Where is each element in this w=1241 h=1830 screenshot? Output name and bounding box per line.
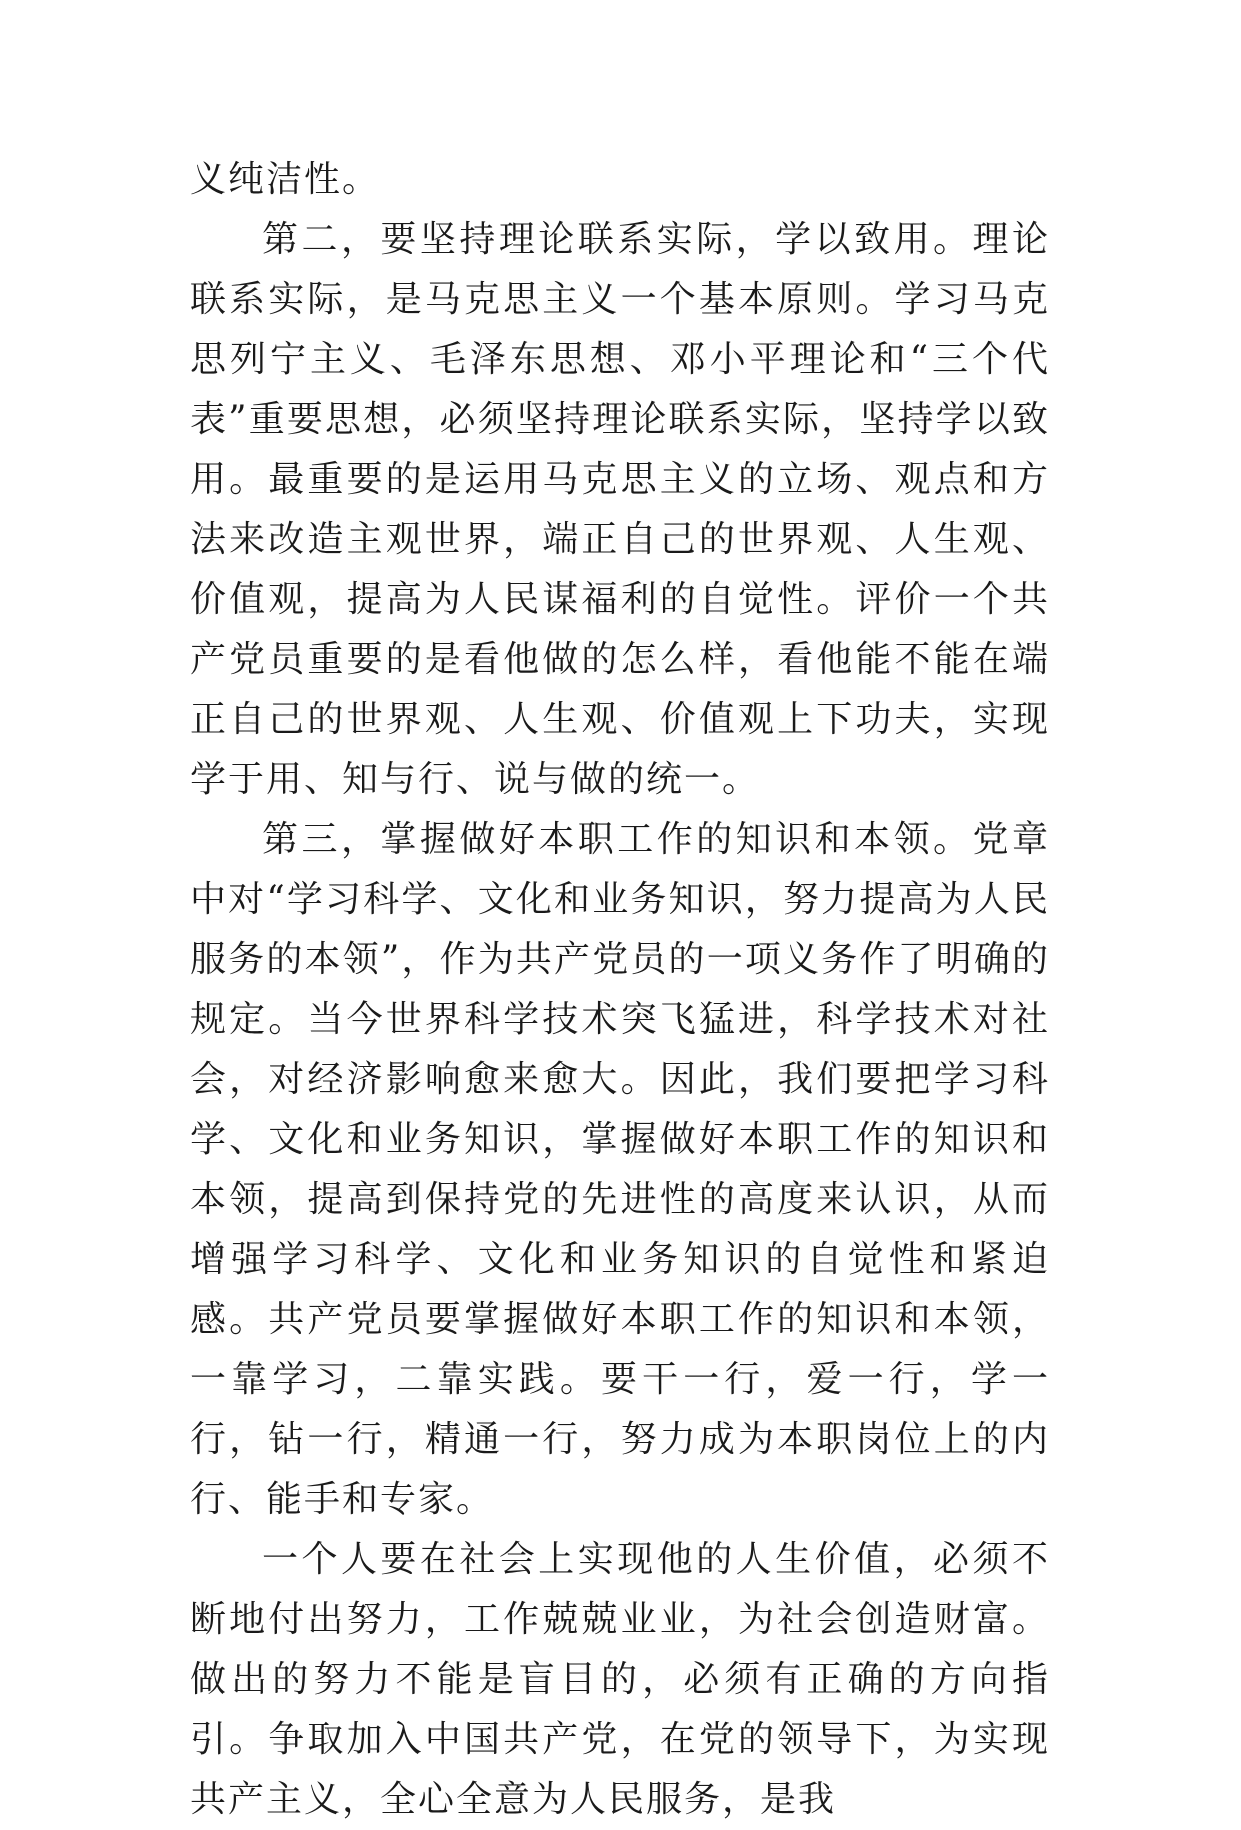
paragraph-second-point: 第二，要坚持理论联系实际，学以致用。理论联系实际，是马克思主义一个基本原则。学习马克思列宁主义、毛泽东思想、邓小平理论和“三个代表”重要思想，必须坚持理论联系实际，坚持学以致用。最重要的是运用马克思主义的立场、观点和方法来改造主观世界，端正自己的世界观、人生观、价值观，提高为人民谋福利的自觉性。评价一个共产党员重要的是看他做的怎么样，看他能不能在端正自己的世界观、人生观、价值观上下功夫，实现学于用、知与行、说与做的统一。 bbox=[190, 219, 1050, 800]
paragraph-third-point: 第三，掌握做好本职工作的知识和本领。党章中对“学习科学、文化和业务知识，努力提高为人民服务的本领”，作为共产党员的一项义务作了明确的规定。当今世界科学技术突飞猛进，科学技术对社会，对经济影响愈来愈大。因此，我们要把学习科学、文化和业务知识，掌握做好本职工作的知识和本领，提高到保持党的先进性的高度来认识，从而增强学习科学、文化和业务知识的自觉性和紧迫感。共产党员要掌握做好本职工作的知识和本领，一靠学习，二靠实践。要干一行，爱一行，学一行，钻一行，精通一行，努力成为本职岗位上的内行、能手和专家。 bbox=[190, 819, 1050, 1520]
paragraph-life-value: 一个人要在社会上实现他的人生价值，必须不断地付出努力，工作兢兢业业，为社会创造财富。做出的努力不能是盲目的，必须有正确的方向指引。争取加入中国共产党，在党的领导下，为实现共产主义，全心全意为人民服务，是我 bbox=[190, 1539, 1050, 1820]
paragraph-continuation: 义纯洁性。 bbox=[190, 159, 381, 200]
body-text bbox=[190, 150, 1050, 1830]
